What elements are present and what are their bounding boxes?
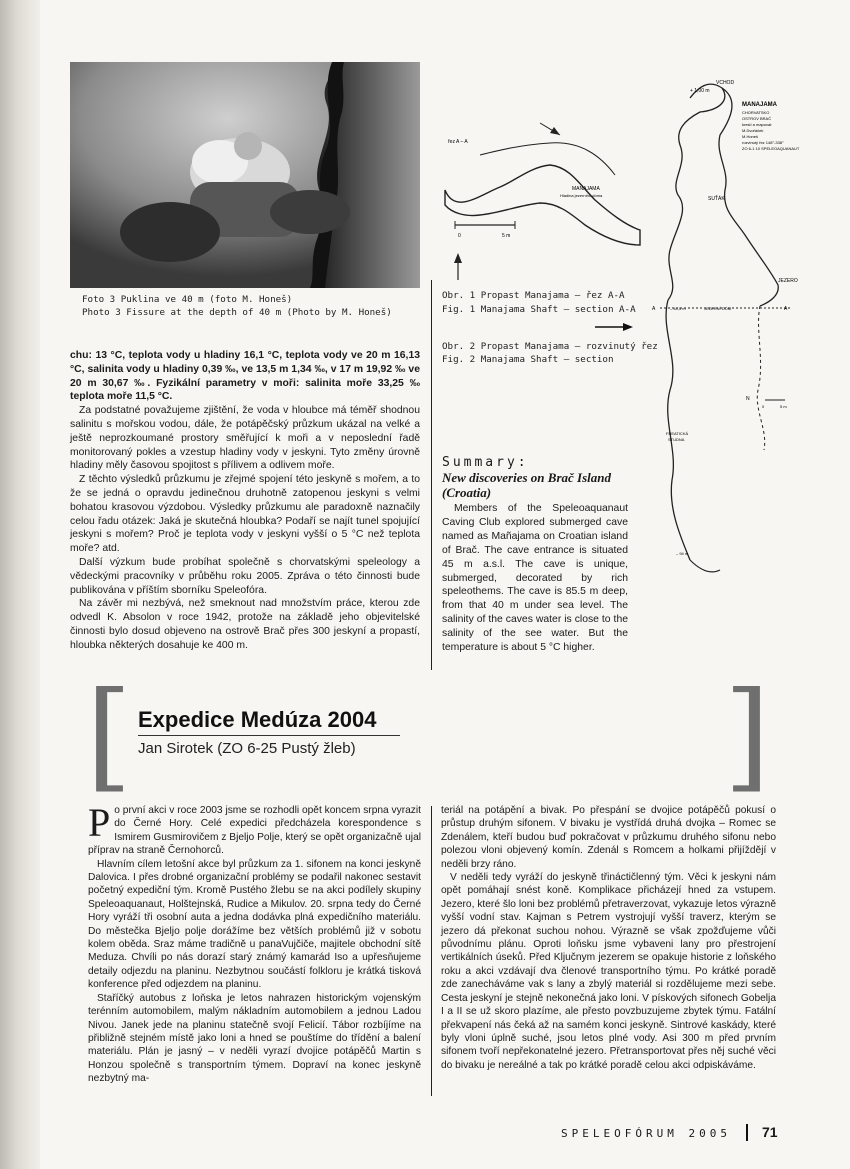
article-paragraph-1: Po první akci v roce 2003 jsme se rozhodli opět koncem srpna vyrazit do Černé Hory. Celé expedici předcházela korespondence s Ismirem Gusmirovičem z Bjeljo Polje, který se opět organizačně ujal příprav na straně Černohorců.	[88, 800, 421, 857]
map-legend-4: M.Dvořáček	[742, 128, 764, 133]
arrow-right-icon	[595, 322, 635, 332]
article-author: Jan Sirotek (ZO 6-25 Pustý žleb)	[138, 740, 356, 757]
article-left-column	[88, 800, 421, 1086]
paragraph-future: Další výzkum bude probíhat společně s chorvatskými speleology a vědeckými pracovníky v průběhu roku 2005. Zpráva o této činnosti bude publikována v příštím sborníku Speleofóra.	[70, 556, 420, 596]
map-developed-section	[630, 70, 835, 590]
photo-illustration	[70, 62, 420, 288]
fig1-caption-en: Fig. 1 Manajama Shaft – section A-A	[442, 304, 636, 315]
map-legend-2: OSTROV BRAČ	[742, 116, 772, 121]
article-paragraph-2: Hlavním cílem letošní akce byl průzkum za 1. sifonem na konci jeskyně Dalovica. I přes drobné organizační problémy se podařil nakonec sestavit početný expediční tým. Kromě Pustého žlebu se na akci podílely skupiny Speleoaquanaut, Holštejnská, Rudice a Mikulov. 20. srpna tedy do Černé Hory vyráží tři osobní auta a jedna dodávka plná expedičního materiálu. Do městečka Bjeljo polje dorážíme bez větších problémů již v sobotu kolem oběda. Sraz máme tradičně u panaVujčiče, majitele obchodní sítě Meduza. Chvíli po nás dorazí starý známý kamarád Iso a upřesňujeme detaily odjezdu na planinu. Nezbytnou součástí folkloru je krátká tisková konference před odjezdem na planinu.	[88, 858, 421, 991]
map-legend-5: M.Honeš	[742, 134, 759, 139]
map-freatic-2: STUDNA	[668, 437, 685, 442]
article-paragraph-4: teriál na potápění a bivak. Po přespání se dvojice potápěčů pokusí o průstup druhým sifonem. V bivaku je vystřídá druhá dvojka – Romec se Zdenálem, kteří budou buď pokračovat v průzkumu druhého sifonu nebo polezou vloni objevený komín. Zdenál s Romcem a holkami přijíždějí v neděli brzy ráno.	[441, 805, 776, 870]
photo-diver-fissure	[70, 62, 420, 288]
map-scale-1: 0	[762, 404, 765, 409]
dropcap: P	[88, 800, 111, 845]
magazine-name: SPELEOFÓRUM 2005	[561, 1127, 731, 1140]
map-a-right: A	[784, 306, 788, 312]
photo-caption-cz: Foto 3 Puklina ve 40 m (foto M. Honeš)	[82, 294, 293, 305]
map-manajama-label: MANAJAMA	[572, 186, 600, 192]
column-divider-bottom	[431, 806, 432, 1096]
page-number: 71	[762, 1124, 778, 1140]
scan-edge	[0, 0, 40, 1169]
map-manajama-sub: Hladina jezerního dóma	[560, 193, 603, 198]
map-legend-3: kreslí a mapoval:	[742, 122, 773, 127]
bracket-close: ]	[724, 666, 771, 804]
paragraph-conclusion: Na závěr mi nezbývá, než smeknout nad množstvím práce, kterou zde odvedl K. Absolon v roce 1942, protože na základě jeho objevitelské činnosti bylo dosud objeveno na ostrově Brač přes 300 jeskyní a propastí, hloubka některých dosahuje ke 400 m.	[70, 598, 420, 651]
article-title: Expedice Medúza 2004	[138, 707, 377, 732]
left-column-text	[70, 349, 420, 653]
paragraph-parameters: chu: 13 °C, teplota vody u hladiny 16,1 °C, teplota vody ve 20 m 16,13 °C, salinita vody u hladiny 0,39 ‰, ve 13,5 m 1,34 ‰, v 17 m 19,92 ‰ ve 20 m 30,67 ‰. Fyzikální parametry v moři: salinita moře 33,25 ‰ teplota moře 11,5 °C.	[70, 350, 420, 403]
map-entrance-label: VCHOD	[716, 80, 735, 86]
scale-start: 0	[458, 233, 461, 239]
paragraph-results: Z těchto výsledků průzkumu je zřejmé spojení této jeskyně s mořem, a to že se jedná o opravdu jedinečnou druhotně zatopenou jeskyni s velmi bohatou krasovou výzdobou. Výsledky průzkumu ale paradoxně naznačily celou řadu otázek: Jaká je skutečná hloubka? Podaří se najít tunel spojující jeskyni s mořem? Proč je teplota vody v jeskyni vyšší o 5 °C než teplota moře? atd.	[70, 474, 420, 555]
article-right-column	[441, 804, 776, 1072]
summary-body: Members of the Speleoaquanaut Caving Club explored submerged cave named as Mañajama on Croatian island of Brač. The cave entrance is situated 45 m a.s.l. The cave is unique, submerged, decorated by rich speleothems. The cave is 85.5 m deep, from that 40 m under sea level. The salinity of the caves water is close to the salinity of the see water. But the temperature is about 5 °C higher.	[442, 503, 628, 654]
map-title: MANAJAMA	[742, 102, 777, 108]
map-legend-1: CHORVATSKO	[742, 110, 770, 115]
map-legend-6: rozvinutý řez 148°-338°	[742, 140, 784, 145]
photo-caption-en: Photo 3 Fissure at the depth of 40 m (Photo by M. Honeš)	[82, 307, 392, 318]
map-sutak-label: SUŤÁK	[708, 196, 725, 202]
map-legend-7: ZO 6-1 10 SPELEOAQUANAUT	[742, 146, 800, 151]
summary-heading: Summary:	[442, 455, 529, 470]
map-section-aa	[440, 95, 650, 285]
map-lake-label: JEZERO	[778, 278, 798, 284]
column-divider-top	[431, 280, 432, 670]
title-rule	[138, 735, 400, 736]
map-a-left: A	[652, 306, 656, 312]
map-freatic-1: FREATICKÁ	[666, 431, 689, 436]
summary-title: New discoveries on Brač Island (Croatia)	[442, 470, 611, 500]
map-north: N	[746, 396, 750, 402]
fig2-caption-cz: Obr. 2 Propast Manajama – rozvinutý řez	[442, 341, 658, 352]
paragraph-salinity: Za podstatné považujeme zjištění, že voda v hloubce má téměř shodnou salinitu s mořskou vodou, dále, že potápěčský průzkum ukázal na velké a ještě neprozkoumané prostory směřující k moři a v neposlední řadě monitorovaný pokles a vzestup hladiny vody v jeskyni. Tyto změny úrovně hladiny měly časovou spojitost s přílivem a odlivem moře.	[70, 405, 420, 472]
fig2-caption-en: Fig. 2 Manajama Shaft – section	[442, 354, 614, 365]
map-section-label: řez A – A	[448, 139, 468, 145]
map-dome-label: JEZERNÍ DÓM	[704, 306, 732, 311]
map-scale-2: 5 m	[780, 404, 787, 409]
bracket-open: [	[86, 666, 133, 804]
fig1-caption-cz: Obr. 1 Propast Manajama – řez A-A	[442, 290, 625, 301]
article-paragraph-3: Staříčký autobus z loňska je letos nahrazen historickým vojenským terénním automobilem, malým nákladním automobilem a jednou Ladou Nivou. Janek jede na planinu statečně svojí Felicií. Tábor rozbíjíme na přibližně stejném místě jako loni a hned se pouštíme do třídění a balení materiálu. Plán je jasný – v neděli vyrazí dvojice potápěčů Martin s Honzou společně s transportním týmem. Dopraví na konec jeskyně nezbytný ma-	[88, 992, 421, 1085]
map-depth-mid: – 44,5 m	[670, 306, 686, 311]
article-paragraph-5: V neděli tedy vyráží do jeskyně třináctičlenný tým. Věci k jeskyni nám opět pomáhají snést koně. Komplikace přicházejí hned za vstupem. Jezero, které šlo loni bez problémů přetraverzovat, vykazuje letos výrazně vyšší vodní stav. Kajman s Petrem vystrojují vyšší traverz, kterým se jezero dá překonat suchou nohou. Výrazně se však zpožďujeme vůči původnímu plánu. Oproti loňsku jsme vybaveni lany pro přestrojení vertikálních úseků. Před Ključnym jezerem se opakuje historie z loňského roku a akci vzdávají dva členové transportního týmu. Po krátké poradě zde zanecháváme vak s lany a zbylý materiál si rozdělujeme mezi sebe. Cesta jeskyní je stejně nekonečná jako loni. V pískových sifonech Gobelja I a II se už skoro plazíme, ale přesto povzbuzujeme zbytek týmu. Fatální překvapení nás čeká až na samém konci jeskyně. Sintrové kaskády, které byly vloni úplně suché, jsou letos plné vody. Asi 300 m před prvním sifonem tvoří nepřekonatelné jezero. Přetransportovat přes něj suché věci do bivaku je nereálné a tak po krátké poradě celou akci odpiskáváme.	[441, 872, 776, 1071]
map-elev-top: + 1,00 m	[690, 88, 710, 94]
footer-divider	[746, 1124, 748, 1141]
scale-end: 5 m	[502, 233, 511, 239]
map-depth-bottom: – 94 m	[676, 551, 689, 556]
